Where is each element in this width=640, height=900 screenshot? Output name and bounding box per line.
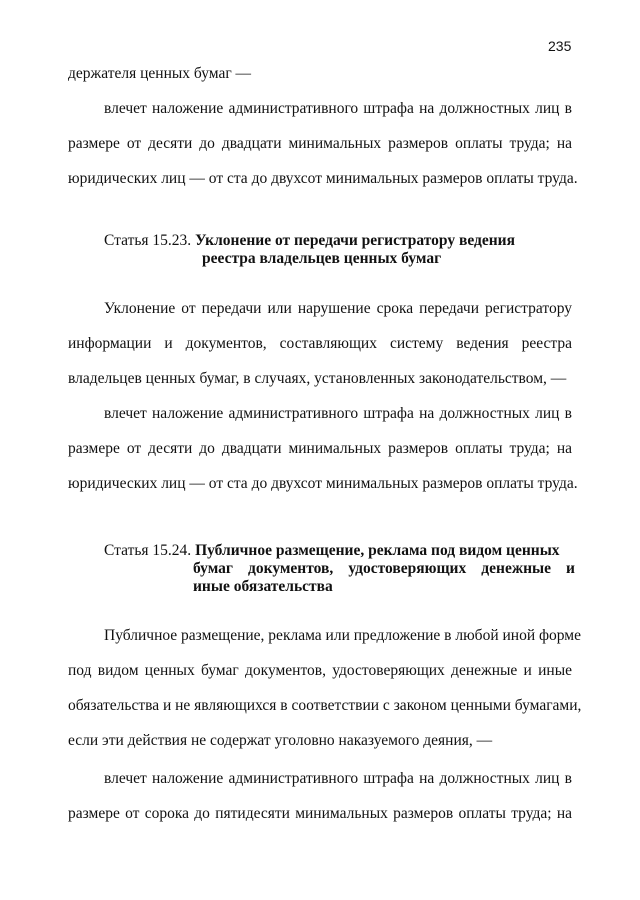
text-line: под видом ценных бумаг документов, удостоверяющих денежные и иные: [68, 662, 572, 679]
text-line: информации и документов, составляющих систему ведения реестра: [68, 335, 572, 352]
text-line: юридических лиц — от ста до двухсот минимальных размеров оплаты труда.: [68, 475, 578, 492]
article-title-continued: бумаг документов, удостоверяющих денежные и: [193, 560, 575, 577]
text-line: размере от сорока до пятидесяти минимальных размеров оплаты труда; на: [68, 805, 572, 822]
text-line: размере от десяти до двадцати минимальных размеров оплаты труда; на: [68, 135, 572, 152]
article-title: Публичное размещение, реклама под видом ценных: [195, 542, 560, 559]
text-line: влечет наложение административного штрафа на должностных лиц в: [104, 100, 572, 117]
text-line: влечет наложение административного штрафа на должностных лиц в: [104, 405, 572, 422]
article-number: Статья 15.24.: [104, 542, 192, 559]
text-line: влечет наложение административного штрафа на должностных лиц в: [104, 770, 572, 787]
article-title: Уклонение от передачи регистратору ведения: [195, 232, 515, 249]
text-line: владельцев ценных бумаг, в случаях, установленных законодательством, —: [68, 370, 567, 387]
text-line: Уклонение от передачи или нарушение срока передачи регистратору: [104, 300, 572, 317]
article-heading: [104, 231, 515, 251]
page-number: 235: [548, 38, 572, 54]
article-heading: [104, 541, 560, 561]
text-line: юридических лиц — от ста до двухсот минимальных размеров оплаты труда.: [68, 170, 578, 187]
text-line: размере от десяти до двадцати минимальных размеров оплаты труда; на: [68, 440, 572, 457]
text-line: обязательства и не являющихся в соответствии с законом ценными бумагами,: [68, 697, 582, 714]
article-title-continued: реестра владельцев ценных бумаг: [202, 250, 442, 267]
text-line: если эти действия не содержат уголовно наказуемого деяния, —: [68, 732, 493, 749]
article-number: Статья 15.23.: [104, 232, 192, 249]
text-line: держателя ценных бумаг —: [68, 65, 252, 82]
text-line: Публичное размещение, реклама или предложение в любой иной форме: [104, 627, 581, 644]
article-title-continued: иные обязательства: [193, 578, 333, 595]
